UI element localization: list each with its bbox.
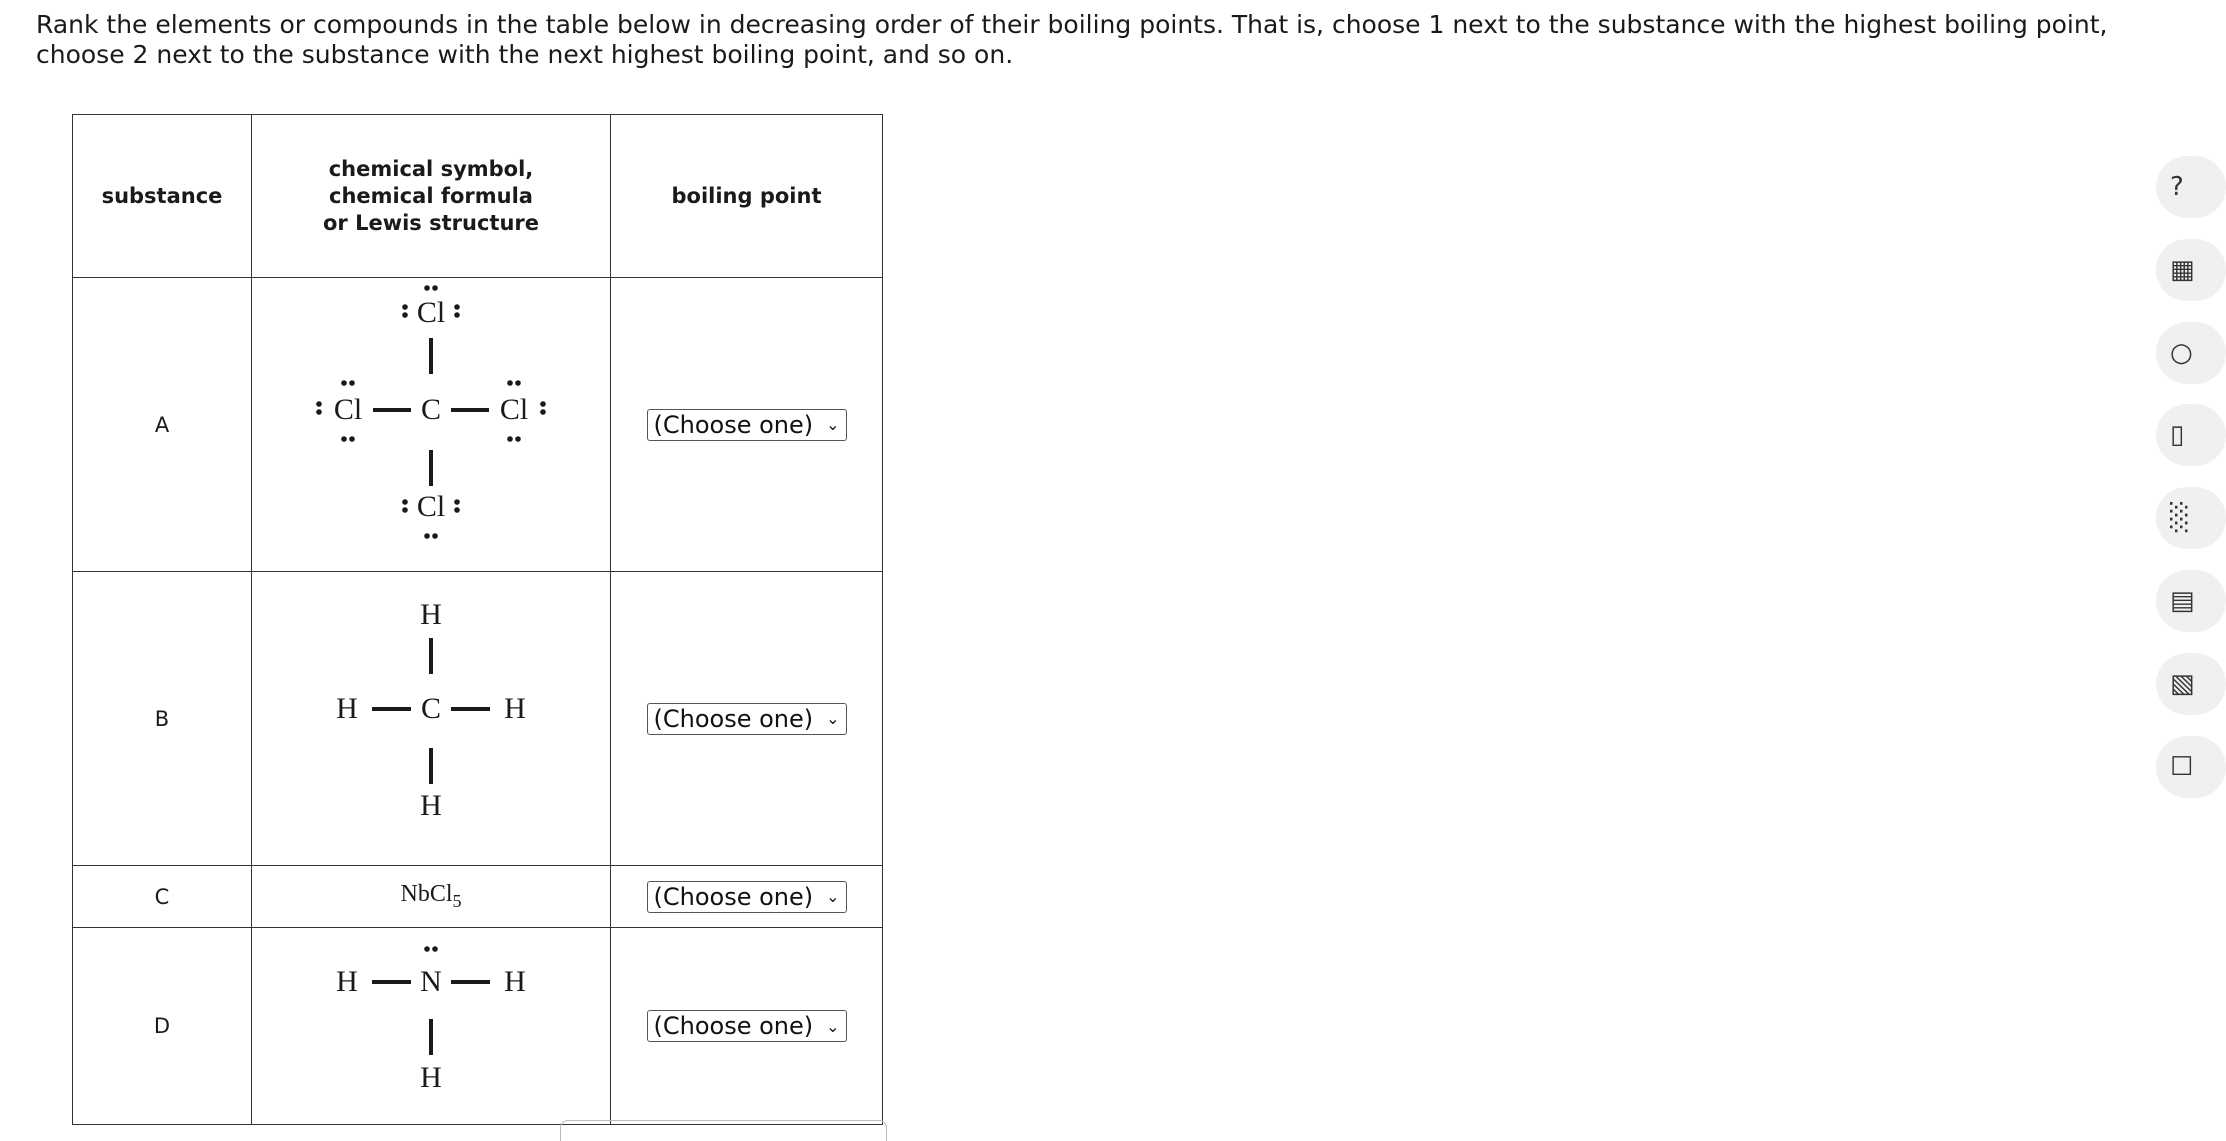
chemical-formula xyxy=(400,881,462,911)
header-boiling-point: boiling point xyxy=(611,115,883,278)
help-icon[interactable]: ? xyxy=(2156,156,2226,218)
lewis-structure-nh3 xyxy=(281,931,581,1121)
header-substance: substance xyxy=(73,115,252,278)
substance-label: A xyxy=(73,278,252,572)
chart-icon[interactable]: ░ xyxy=(2156,487,2226,549)
atom-bottom: H xyxy=(420,1061,442,1094)
rank-select[interactable] xyxy=(647,703,847,735)
boiling-point-cell xyxy=(611,278,883,572)
atom-center: C xyxy=(420,392,442,426)
boiling-point-cell xyxy=(611,928,883,1125)
atom-center: N xyxy=(420,965,442,998)
rank-select-value: (Choose one) xyxy=(653,1012,814,1040)
header-structure-line3: or Lewis structure xyxy=(322,210,539,235)
substance-label: D xyxy=(73,928,252,1125)
chevron-down-icon: ⌄ xyxy=(826,415,840,434)
header-structure xyxy=(252,115,611,278)
lightbulb-icon[interactable]: ○ xyxy=(2156,322,2226,384)
table-header-row xyxy=(73,115,883,278)
boiling-point-cell xyxy=(611,572,883,866)
formula-subscript: 5 xyxy=(452,890,462,911)
rank-select-value: (Choose one) xyxy=(653,882,814,911)
header-structure-line1: chemical symbol, xyxy=(328,156,534,181)
text-icon[interactable]: ▤ xyxy=(2156,570,2226,632)
atom-center: C xyxy=(420,691,442,725)
chevron-down-icon: ⌄ xyxy=(826,887,840,906)
lewis-structure-cell xyxy=(252,928,611,1125)
atom-right: H xyxy=(504,965,526,998)
ranking-table xyxy=(72,114,883,1125)
formula-cell xyxy=(252,866,611,928)
atom-bottom: Cl xyxy=(416,489,446,523)
bottom-panel-tab[interactable] xyxy=(560,1120,887,1141)
table-row xyxy=(73,278,883,572)
atom-right: H xyxy=(504,691,526,725)
rank-select[interactable] xyxy=(647,409,847,441)
atom-right: Cl xyxy=(499,392,529,426)
question-instructions: Rank the elements or compounds in the table below in decreasing order of their boiling points. That is, choose 1 next to the substance with the highest boiling point, choose 2 next to the substance with the next highest boiling point, and so on. xyxy=(36,10,2108,69)
atom-left: H xyxy=(336,691,358,725)
chevron-down-icon: ⌄ xyxy=(826,709,840,728)
rank-select-value: (Choose one) xyxy=(653,410,814,439)
atom-left: Cl xyxy=(333,392,363,426)
lewis-structure-ccl4 xyxy=(281,280,581,570)
calculator-icon[interactable]: ▦ xyxy=(2156,239,2226,301)
periodic-table-icon[interactable]: ▧ xyxy=(2156,653,2226,715)
rank-select[interactable] xyxy=(647,1010,847,1042)
lewis-structure-cell xyxy=(252,572,611,866)
rank-select-value: (Choose one) xyxy=(653,704,814,733)
formula-base: NbCl xyxy=(400,881,453,908)
table-row xyxy=(73,866,883,928)
atom-bottom: H xyxy=(420,788,442,822)
substance-label: B xyxy=(73,572,252,866)
substance-label: C xyxy=(73,866,252,928)
rank-select[interactable] xyxy=(647,881,847,913)
atom-top: H xyxy=(420,597,442,631)
atom-left: H xyxy=(336,965,358,998)
lewis-structure-cell xyxy=(252,278,611,572)
boiling-point-cell xyxy=(611,866,883,928)
book-icon[interactable]: ▯ xyxy=(2156,404,2226,466)
chevron-down-icon: ⌄ xyxy=(826,1016,840,1036)
table-row xyxy=(73,572,883,866)
lewis-structure-ch4 xyxy=(281,574,581,864)
edit-icon[interactable]: ☐ xyxy=(2156,736,2226,798)
atom-top: Cl xyxy=(416,295,446,329)
header-structure-line2: chemical formula xyxy=(329,183,533,208)
table-row xyxy=(73,928,883,1125)
